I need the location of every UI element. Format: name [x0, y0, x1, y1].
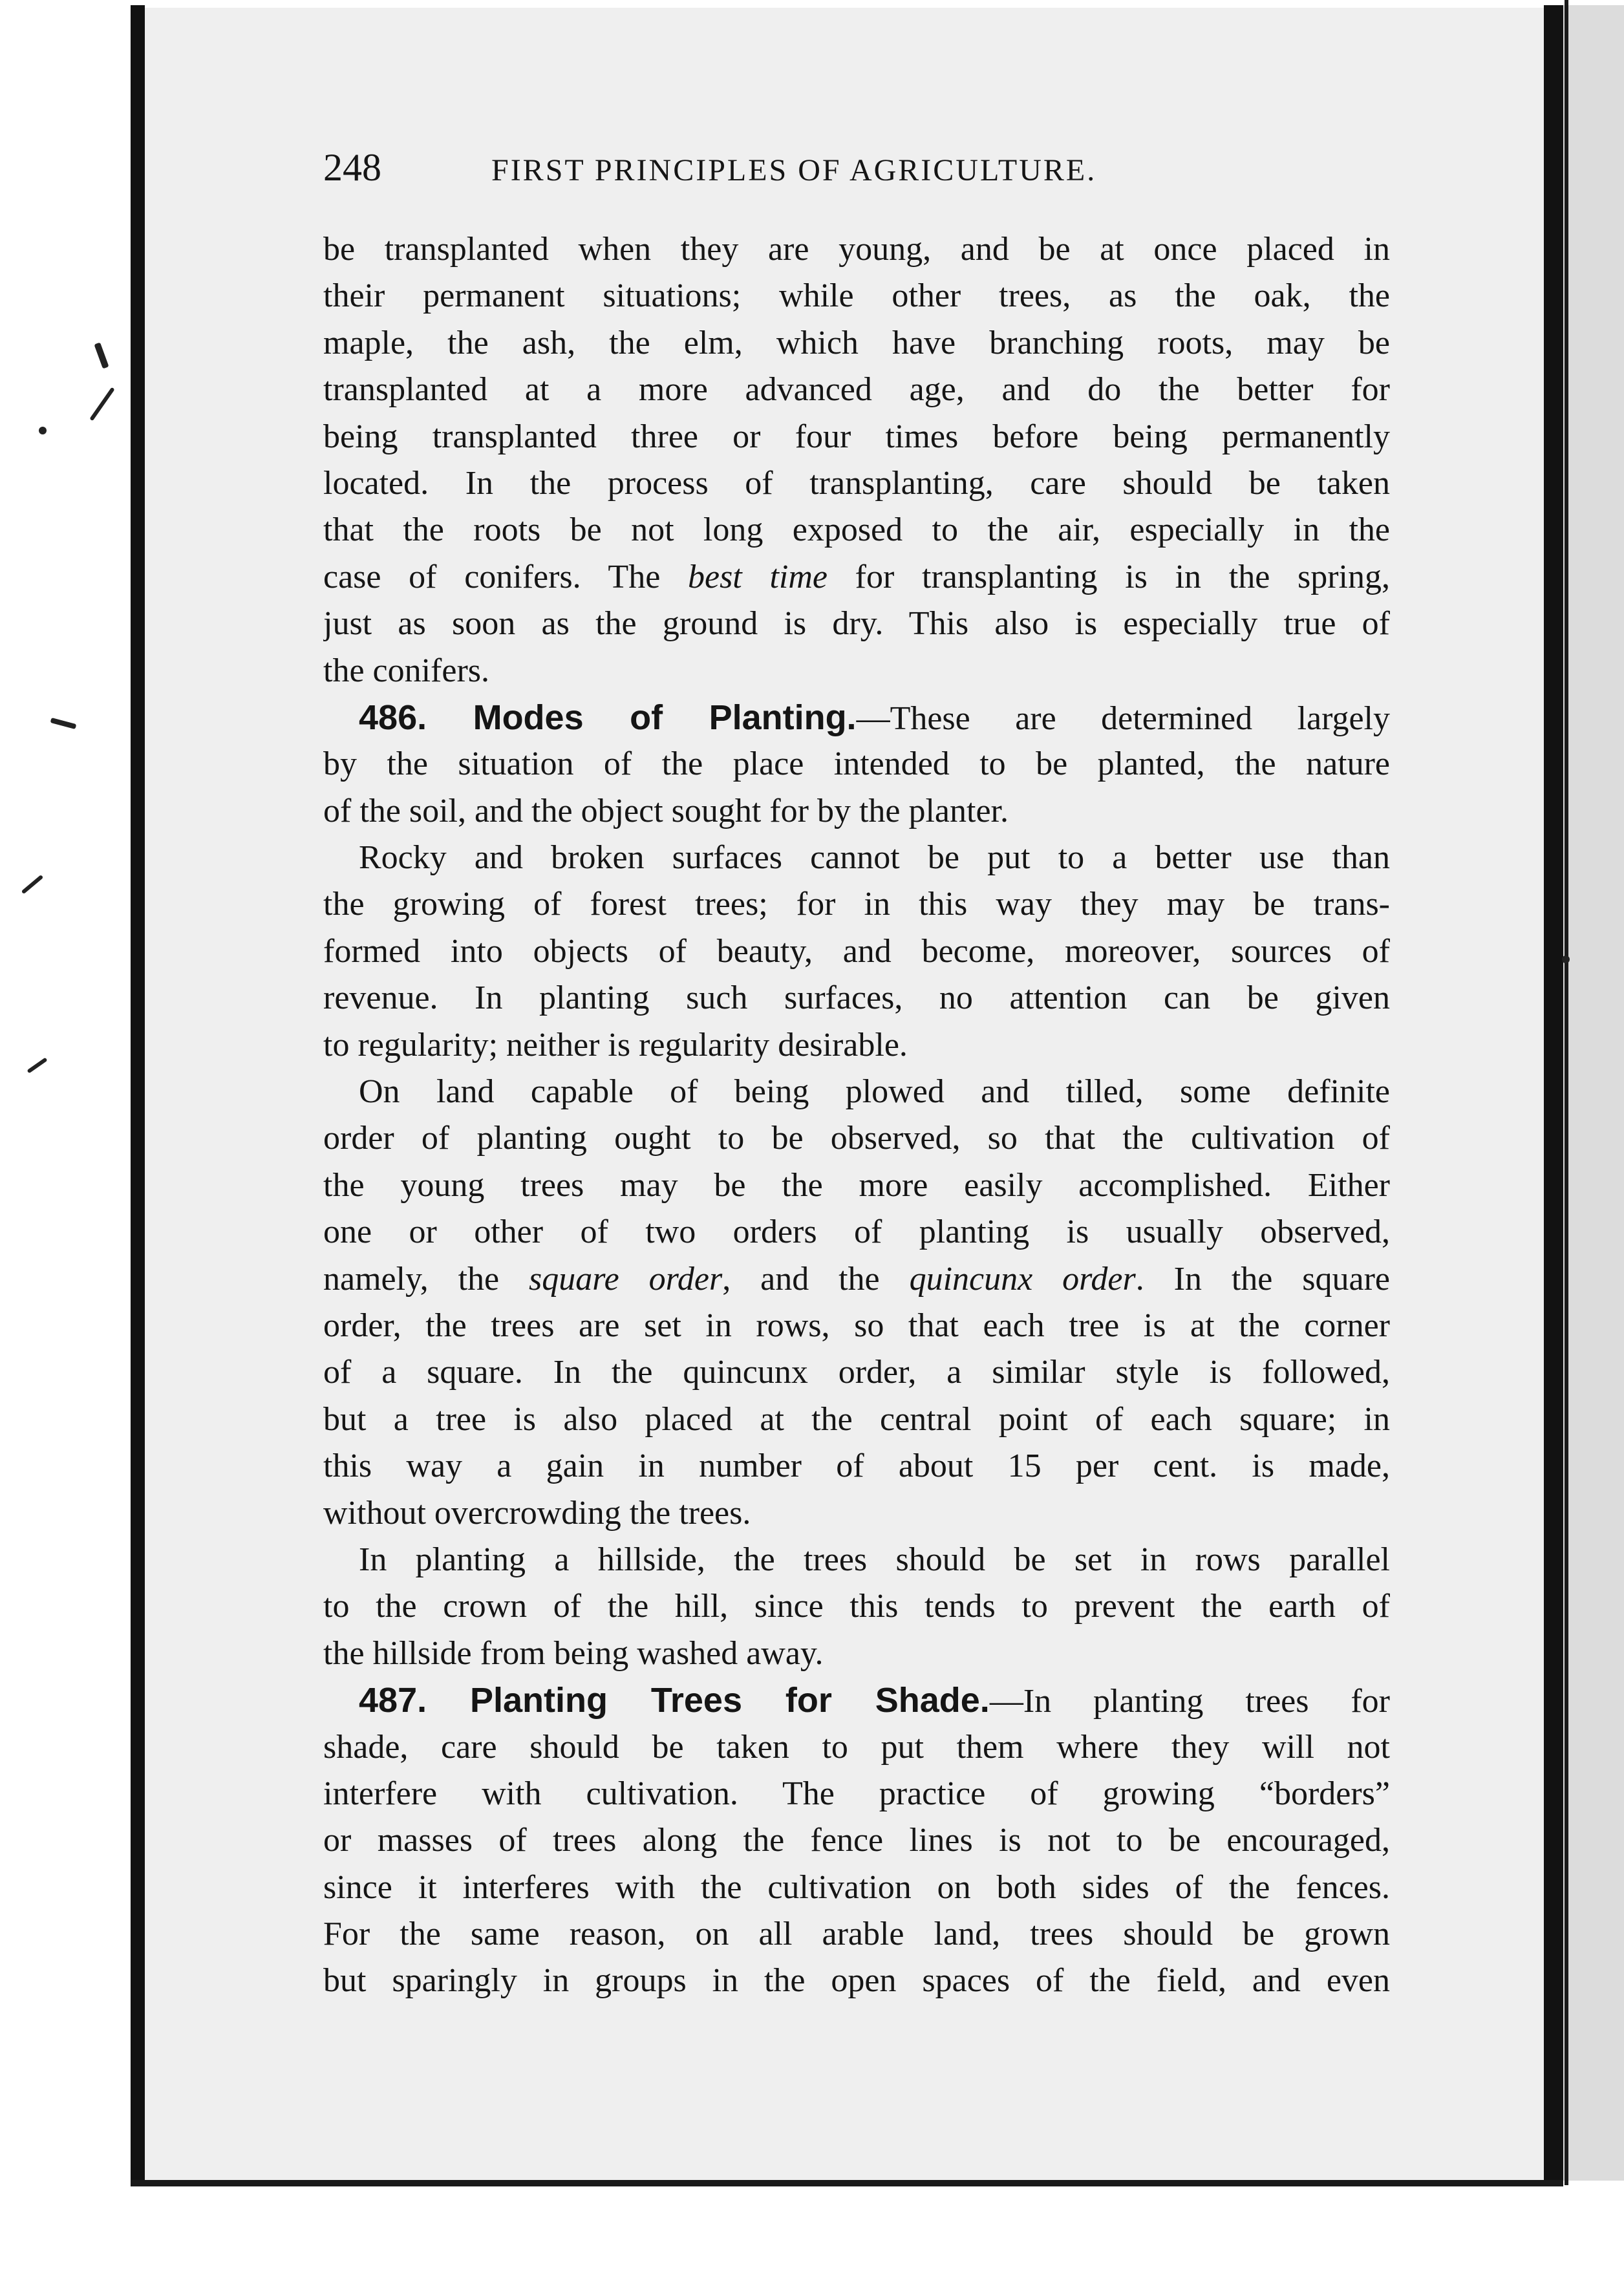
- text-line: but a tree is also placed at the central point of each square; in: [323, 1400, 1390, 1438]
- text-line: Rocky and broken surfaces cannot be put to a better use than: [359, 839, 1390, 877]
- text-line: order of planting ought to be observed, so that the cultivation of: [323, 1120, 1390, 1157]
- margin-speck: [1562, 956, 1570, 963]
- text-line: shade, care should be taken to put them where they will not: [323, 1728, 1390, 1766]
- text-run: —In planting trees for: [989, 1683, 1390, 1720]
- continuation-paragraph: [323, 226, 1390, 694]
- text-line: by the situation of the place intended to be planted, the nature: [323, 745, 1390, 783]
- margin-speck: [27, 1058, 47, 1074]
- text-line: maple, the ash, the elm, which have branching roots, may be: [323, 324, 1390, 361]
- left-page-edge: [131, 5, 145, 2181]
- section-heading: 486. Modes of Planting.: [359, 698, 857, 737]
- text-line: In planting a hillside, the trees should be set in rows parallel: [359, 1541, 1390, 1578]
- running-title: FIRST PRINCIPLES OF AGRICULTURE.: [491, 153, 1097, 187]
- section-heading: 487. Planting Trees for Shade.: [359, 1681, 990, 1720]
- running-header: [323, 145, 1390, 226]
- text-line: that the roots be not long exposed to the air, especially in the: [323, 511, 1390, 549]
- text-run: for transplanting is in the spring,: [827, 558, 1390, 595]
- section-486: [323, 694, 1390, 835]
- text-line: their permanent situations; while other trees, as the oak, the: [323, 277, 1390, 315]
- text-run: —These are determined largely: [856, 700, 1390, 737]
- text-run: , and the: [722, 1260, 910, 1298]
- paragraph-hillside: [323, 1537, 1390, 1677]
- italic-phrase: square order: [529, 1260, 723, 1298]
- paragraph-rocky-surfaces: [323, 835, 1390, 1069]
- text-line: transplanted at a more advanced age, and do the better for: [323, 371, 1390, 409]
- text-line: [323, 694, 1390, 741]
- text-line: one or other of two orders of planting is usually observed,: [323, 1213, 1390, 1251]
- text-line: order, the trees are set in rows, so that each tree is at the corner: [323, 1307, 1390, 1344]
- text-line: [323, 1677, 1390, 1724]
- text-line: For the same reason, on all arable land, trees should be grown: [323, 1916, 1390, 1953]
- right-page-edge: [1544, 5, 1563, 2181]
- page-text: [323, 145, 1390, 2005]
- paragraph-tilled-land: [323, 1069, 1390, 1537]
- italic-phrase: quincunx order: [909, 1260, 1136, 1298]
- margin-speck: [50, 718, 77, 729]
- adjacent-page-border: [1565, 0, 1568, 2185]
- margin-speck: [89, 387, 114, 422]
- text-line: interfere with cultivation. The practice of growing “borders”: [323, 1775, 1390, 1812]
- text-line: the hillside from being washed away.: [323, 1634, 824, 1672]
- text-line: being transplanted three or four times before being permanently: [323, 418, 1390, 455]
- margin-speck: [94, 342, 109, 369]
- text-run: namely, the: [323, 1260, 529, 1298]
- text-line: the young trees may be the more easily accomplished. Either: [323, 1166, 1390, 1204]
- text-line: to the crown of the hill, since this tends to prevent the earth of: [323, 1588, 1390, 1625]
- text-line: since it interferes with the cultivation on both sides of the fences.: [323, 1868, 1390, 1906]
- section-487: [323, 1677, 1390, 2005]
- italic-phrase: best time: [687, 558, 828, 595]
- text-line: of the soil, and the object sought for by the planter.: [323, 792, 1009, 829]
- text-line: this way a gain in number of about 15 per cent. is made,: [323, 1447, 1390, 1485]
- text-line: the conifers.: [323, 652, 490, 689]
- text-line: On land capable of being plowed and tilled, some definite: [359, 1073, 1390, 1111]
- text-line: just as soon as the ground is dry. This also is especially true of: [323, 605, 1390, 643]
- margin-speck: [21, 875, 43, 894]
- text-line: the growing of forest trees; for in this way they may be trans-: [323, 886, 1390, 923]
- text-line: [323, 554, 1390, 601]
- text-line: formed into objects of beauty, and become, moreover, sources of: [323, 932, 1390, 970]
- text-line: or masses of trees along the fence lines is not to be encouraged,: [323, 1822, 1390, 1859]
- text-run: case of conifers. The: [323, 558, 688, 595]
- text-line: without overcrowding the trees.: [323, 1494, 751, 1532]
- text-run: . In the square: [1135, 1260, 1390, 1298]
- text-line: but sparingly in groups in the open spaces of the field, and even: [323, 1962, 1390, 2000]
- page-number: 248: [323, 146, 381, 189]
- text-line: revenue. In planting such surfaces, no attention can be given: [323, 979, 1390, 1017]
- text-line: be transplanted when they are young, and be at once placed in: [323, 231, 1390, 268]
- text-line: to regularity; neither is regularity desirable.: [323, 1026, 908, 1063]
- margin-speck: [39, 427, 47, 434]
- text-line: of a square. In the quincunx order, a similar style is followed,: [323, 1354, 1390, 1391]
- text-line: located. In the process of transplanting, care should be taken: [323, 464, 1390, 502]
- text-line: [323, 1256, 1390, 1303]
- adjacent-page-strip: [1563, 5, 1624, 2181]
- bottom-page-edge: [131, 2180, 1563, 2186]
